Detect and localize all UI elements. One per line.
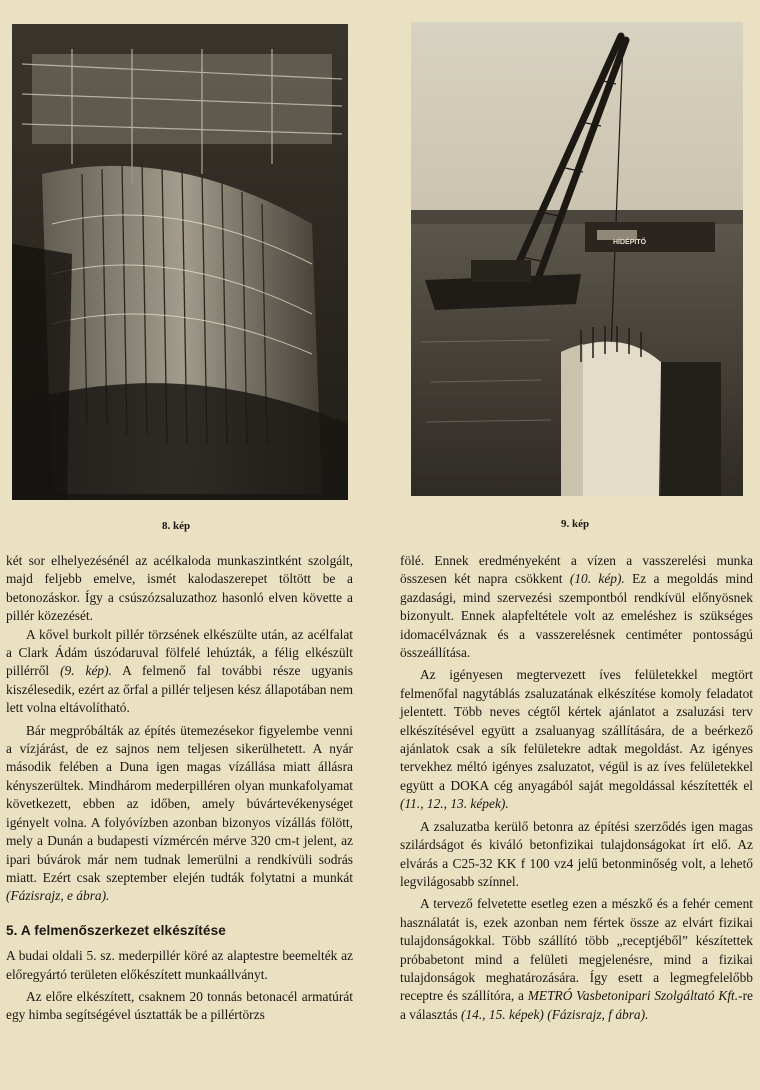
paragraph: A kővel burkolt pillér törzsének elkészülte után, az acélfalat a Clark Ádám úszódaruval fölfelé lehúzták, a félig elkészült pillérről (9. kép). A felmenő fal további része ugyanis kiszélesedik, ezért az őrfal a pillér teljesen kész állapotában nem lett volna eltávolítható. (6, 626, 353, 716)
paragraph: A tervező felvetette esetleg ezen a mészkő és a fehér cement használatát is, ezek azonban nem fértek össze az elvárt fizikai tulajdonságokkal. Több szállító több „receptjéből” készítettek próbabetont mind a felületi megjelenésre, mind a fizikai tulajdonságok meghatározására. Így esett a legmegfelelőbb receptre és szállítóra, a METRÓ Vasbetonipari Szolgáltató Kft.-re a választás (14., 15. képek) (Fázisrajz, f ábra). (400, 896, 753, 1022)
photo-8-pier-formwork (12, 24, 348, 500)
photo-8-image (12, 24, 348, 500)
paragraph: Bár megpróbálták az építés ütemezésekor figyelembe venni a vízjárást, de ez sajnos nem teljesen sikerülhetett. A nyár második felében a Duna igen magas vízállása miatt állásra kényszerültek. Mindhárom mederpilléren olyan munkafolyamat következett, ebben az időben, amely búvártevékenységet igényelt volna. A folyóvízben azonban bizonyos vízállás fölött, mely a Dunán a budapesti vízmércén mérve 320 cm-t jelent, az ipari búvárok már nem tudnak lemerülni a rendkívüli sodrás miatt. Ezért csak szeptember elején tudták folytatni a munkát (Fázisrajz, e ábra). (6, 722, 353, 904)
paragraph: két sor elhelyezésénél az acélkaloda munkaszintként szolgált, majd feljebb emelve, ismét kalodaszerepet töltött be a betonozáskor. Így a csúszózsaluzathoz hasonló elven követte a pillér közezését. (6, 553, 353, 624)
figure-reference: (9. kép). (60, 663, 112, 679)
photo-9-image (411, 22, 743, 496)
paragraph: Az előre elkészített, csaknem 20 tonnás betonacél armatúrát egy himba segítségével úsztatták be a pillértörzs (6, 988, 353, 1023)
photo-8-caption: 8. kép (162, 520, 191, 532)
paragraph: fölé. Ennek eredményeként a vízen a vasszerelési munka összesen két napra csökkent (10. kép). Ez a megoldás mind gazdasági, mind szervezési szempontból rendkívül előnyösnek bizonyult. Ennek alapfeltétele volt az emeléshez is szükséges idomacélváznak és a vasszerelésnek centiméter pontosságú összeállítása. (400, 553, 753, 661)
figure-reference: (14., 15. képek) (Fázisrajz, f ábra). (460, 1006, 649, 1022)
left-text-column (6, 552, 353, 1025)
figure-reference: (10. kép). (569, 571, 625, 587)
paragraph: A budai oldali 5. sz. mederpillér köré az alaptestre beemelték az előregyártó területen előkészített munkaállványt. (6, 948, 353, 982)
right-text-column (400, 552, 753, 1024)
photo-9-floating-crane (411, 22, 743, 496)
section-heading: 5. A felmenőszerkezet elkészítése (6, 922, 226, 938)
paragraph: A zsaluzatba kerülő betonra az építési szerződés igen magas szilárdságot és kiváló betonfizikai tulajdonságokat írt elő. Az elvárás a C25-32 KK f 100 vz4 jelű betonminőség volt, a lehető legvilágosabb színnel. (400, 818, 753, 889)
paragraph: Az igényesen megtervezett íves felületekkel megtört felmenőfal nagytáblás zsaluzatának elkészítése komoly feladatot jelentett. Több neves cégtől kértek ajánlatot a zsaluzási terv elkészítésével együtt a zsaluanyag szállítására, de a beérkező ajánlatok csak a sík felületekre adtak megoldást. Az igényes tervekhez méltó igényes zsaluzatot, végül is az íves felületekkel együtt a DOKA cég anyagából saját megoldással készítették el (11., 12., 13. képek). (400, 667, 753, 812)
boat-sign-text: HÍDÉPITŐ (613, 239, 647, 246)
photo-9-caption: 9. kép (561, 518, 590, 530)
figure-reference: (Fázisrajz, e ábra). (6, 888, 110, 904)
figure-reference: (11., 12., 13. képek). (400, 796, 509, 812)
company-name: METRÓ Vasbetonipari Szolgáltató Kft. (527, 988, 739, 1004)
